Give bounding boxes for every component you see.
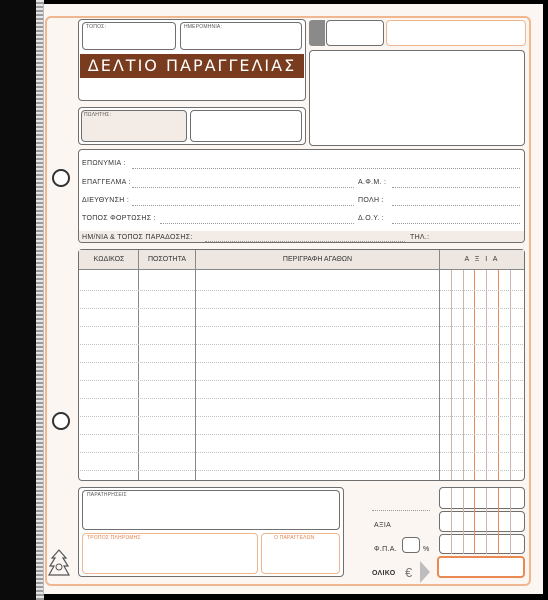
table-row[interactable] — [80, 470, 523, 471]
vat-rate-field[interactable] — [402, 537, 420, 553]
loading-label: ΤΟΠΟΣ ΦΟΡΤΩΣΗΣ : — [82, 215, 156, 222]
table-row[interactable] — [80, 380, 523, 381]
value-subdivider — [451, 270, 452, 480]
table-row[interactable] — [80, 326, 523, 327]
table-row[interactable] — [80, 452, 523, 453]
table-row[interactable] — [80, 290, 523, 291]
place-label: ΤΟΠΟΣ: — [86, 24, 107, 30]
name-label: ΕΠΩΝΥΜΙΑ : — [82, 160, 126, 167]
value-subdivider — [451, 488, 452, 554]
value-subdivider — [463, 270, 464, 480]
column-divider — [439, 250, 440, 480]
loading-line[interactable] — [160, 223, 354, 224]
arrow-right-icon — [420, 561, 430, 583]
form-title: ΔΕΛΤΙΟ ΠΑΡΑΓΓΕΛΙΑΣ — [80, 54, 304, 78]
vat-percent-sign: % — [423, 546, 430, 553]
address-label: ΔΙΕΥΘΥΝΣΗ : — [82, 197, 130, 204]
vat-line[interactable] — [392, 187, 520, 188]
table-row[interactable] — [80, 362, 523, 363]
customer-details-box — [78, 149, 525, 243]
total-amount-field[interactable] — [437, 556, 525, 578]
number-field[interactable] — [386, 20, 526, 46]
decimal-divider — [498, 270, 499, 480]
receiver-label: ΤΡΟΠΟΣ ΠΛΗΡΩΜΗΣ — [87, 535, 141, 541]
column-header-quantity: ΠΟΣΟΤΗΤΑ — [147, 256, 187, 263]
vat-label: Α.Φ.Μ. : — [358, 179, 387, 186]
decimal-divider — [474, 270, 475, 480]
delivery-line[interactable] — [205, 241, 405, 242]
value-subdivider — [510, 488, 511, 554]
value-subdivider — [486, 488, 487, 554]
notes-label: ΠΑΡΑΤΗΡΗΣΕΙΣ — [87, 492, 127, 498]
city-line[interactable] — [392, 205, 520, 206]
profession-label: ΕΠΑΓΓΕΛΜΑ : — [82, 179, 131, 186]
city-label: ΠΟΛΗ : — [358, 197, 384, 204]
value-subdivider — [510, 270, 511, 480]
punch-hole-icon — [52, 412, 70, 430]
column-divider — [138, 250, 139, 480]
address-line[interactable] — [132, 205, 354, 206]
series-tab — [309, 20, 325, 46]
table-row[interactable] — [80, 434, 523, 435]
issuer-label: Ο ΠΑΡΑΓΓΕΛΩΝ — [274, 535, 315, 541]
tax-office-label: Δ.Ο.Υ. : — [358, 215, 385, 222]
table-row[interactable] — [80, 416, 523, 417]
series-field[interactable] — [326, 20, 384, 46]
tax-office-line[interactable] — [392, 223, 520, 224]
value-subdivider — [463, 488, 464, 554]
items-table — [78, 249, 525, 481]
table-row[interactable] — [80, 398, 523, 399]
stamp-box — [309, 50, 525, 146]
seller-label: ΠΩΛΗΤΗΣ: — [84, 112, 112, 118]
column-header-description: ΠΕΡΙΓΡΑΦΗ ΑΓΑΘΩΝ — [282, 256, 353, 263]
punch-hole-icon — [52, 169, 70, 187]
column-header-value: Α Ξ Ι Α — [464, 256, 500, 263]
table-row[interactable] — [80, 344, 523, 345]
binding-strip — [0, 0, 36, 600]
decimal-divider — [474, 488, 475, 554]
profession-line[interactable] — [132, 187, 354, 188]
euro-icon: € — [405, 565, 413, 580]
total-label: ΟΛΙΚΟ — [372, 570, 396, 577]
phone-label: ΤΗΛ.: — [410, 234, 430, 241]
date-label: ΗΜΕΡΟΜΗΝΙΑ: — [184, 24, 223, 30]
column-header-code: ΚΩΔΙΚΟΣ — [93, 256, 125, 263]
vat-rate-label: Φ.Π.Α. — [374, 546, 397, 553]
table-row[interactable] — [80, 308, 523, 309]
totals-divider — [372, 510, 430, 511]
value-subdivider — [486, 270, 487, 480]
publisher-logo-icon — [46, 548, 72, 578]
value-label: ΑΞΙΑ — [374, 522, 392, 529]
decimal-divider — [498, 488, 499, 554]
column-divider — [195, 250, 196, 480]
seller-extra-field[interactable] — [190, 110, 302, 142]
name-line[interactable] — [132, 168, 520, 169]
delivery-label: ΗΜ/ΝΙΑ & ΤΟΠΟΣ ΠΑΡΑΔΟΣΗΣ: — [82, 234, 193, 241]
